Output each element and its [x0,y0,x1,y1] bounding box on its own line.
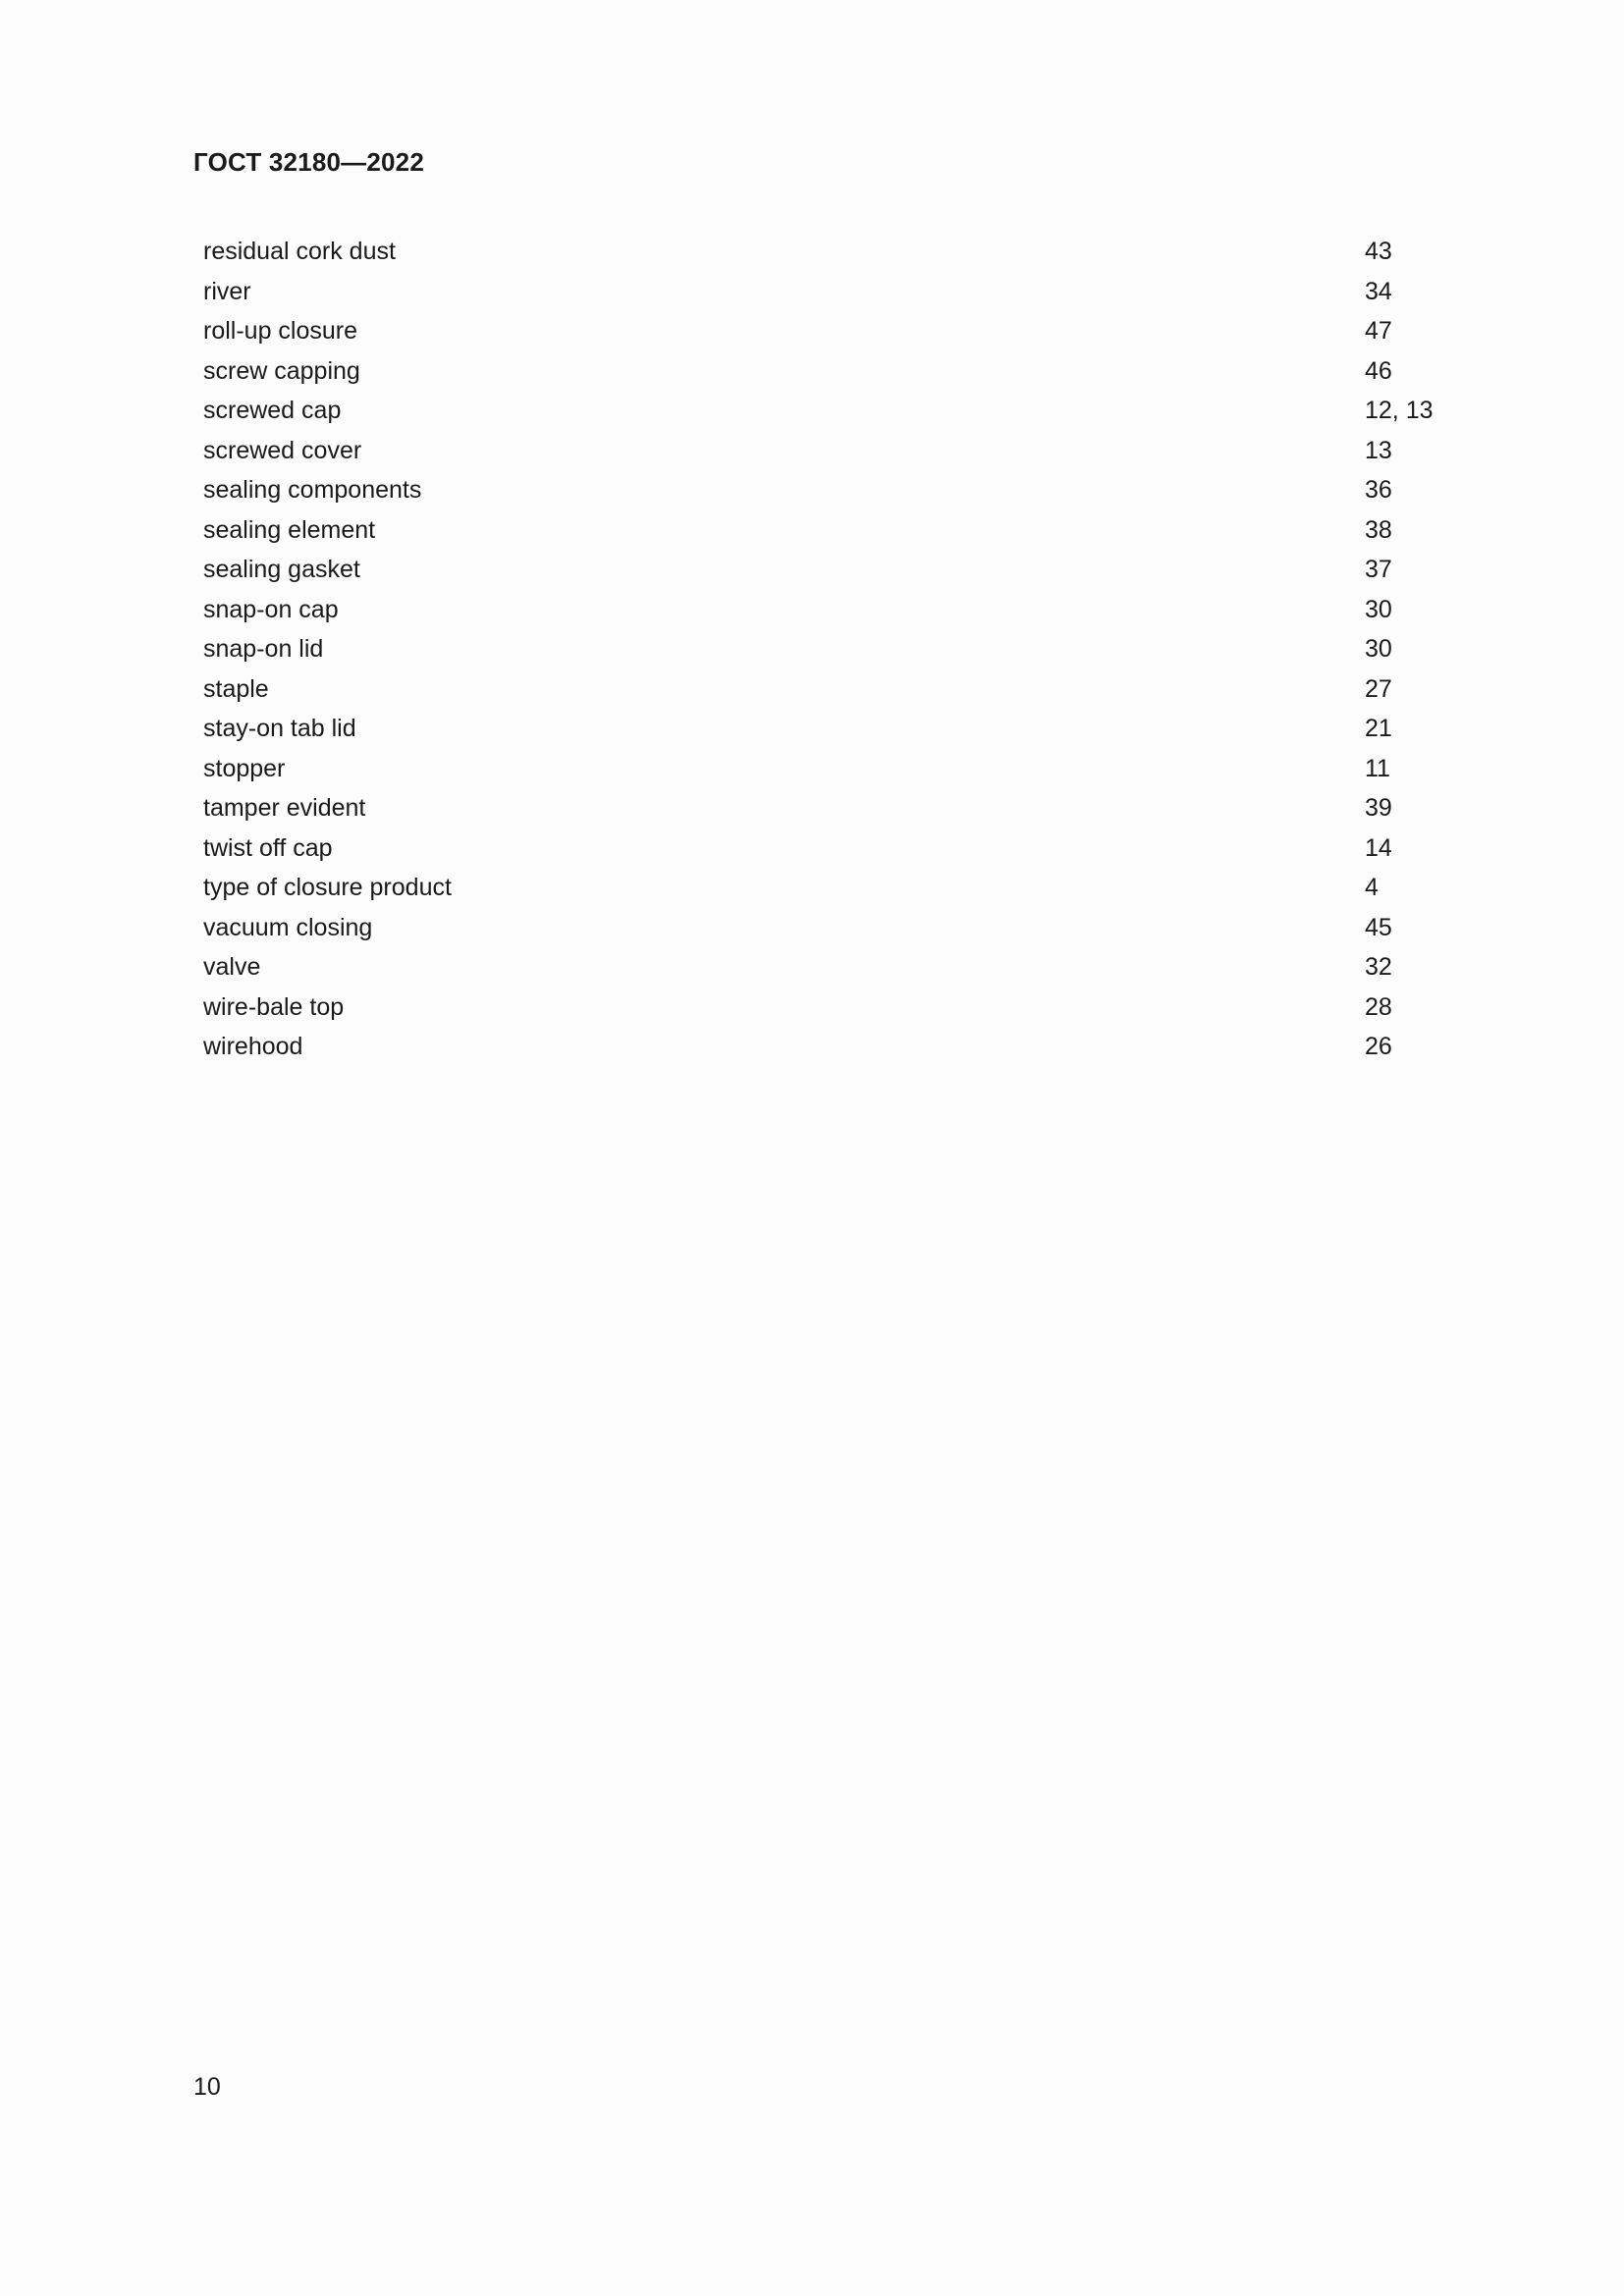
index-term: snap-on lid [203,635,324,663]
index-reference: 34 [1365,277,1392,305]
index-reference: 28 [1365,992,1392,1021]
index-reference: 45 [1365,913,1392,941]
index-term: vacuum closing [203,913,373,941]
index-entry [203,631,1480,671]
index-term: screwed cap [203,397,342,424]
index-entry [203,592,1480,632]
index-term: sealing components [203,476,422,504]
index-entry [203,870,1480,910]
index-entry [203,751,1480,791]
index-entry [203,353,1480,394]
index-term: sealing element [203,515,376,544]
index-reference: 13 [1365,436,1392,464]
index-reference: 11 [1365,754,1390,782]
index-entry [203,274,1480,314]
index-reference: 30 [1365,635,1392,663]
index-reference: 30 [1365,595,1392,623]
index-entry [203,949,1480,989]
index-entry [203,433,1480,473]
index-reference: 39 [1365,794,1392,822]
index-term: type of closure product [203,874,452,901]
index-term: stopper [203,754,286,782]
index-term: screw capping [203,356,360,385]
index-entry [203,234,1480,274]
index-entry [203,1029,1480,1069]
index-entry [203,552,1480,592]
page-number: 10 [193,2073,221,2101]
index-reference: 4 [1365,874,1379,901]
index-entry [203,671,1480,712]
index-reference: 21 [1365,715,1392,742]
term-index-list [203,234,1480,1069]
index-term: valve [203,953,261,981]
index-entry [203,512,1480,553]
index-entry [203,790,1480,830]
index-reference: 27 [1365,674,1392,703]
index-reference: 32 [1365,953,1392,981]
index-term: staple [203,674,269,703]
index-term: screwed cover [203,436,362,464]
index-entry [203,830,1480,871]
index-term: tamper evident [203,794,366,822]
index-term: twist off cap [203,833,333,862]
index-entry [203,472,1480,512]
document-code: ГОСТ 32180—2022 [193,147,424,177]
index-term: roll-up closure [203,317,358,345]
index-reference: 38 [1365,515,1392,544]
index-reference: 36 [1365,476,1392,504]
index-entry [203,989,1480,1030]
index-entry [203,711,1480,751]
index-term: stay-on tab lid [203,715,356,742]
index-term: river [203,277,251,305]
index-reference: 43 [1365,238,1392,265]
index-entry [203,313,1480,353]
index-reference: 14 [1365,833,1392,862]
index-reference: 12, 13 [1365,397,1434,424]
index-reference: 46 [1365,356,1392,385]
index-term: wirehood [203,1033,303,1060]
index-term: sealing gasket [203,556,360,583]
index-term: residual cork dust [203,238,396,265]
index-entry [203,393,1480,433]
index-entry [203,910,1480,950]
index-reference: 37 [1365,556,1392,583]
index-term: wire-bale top [203,992,345,1021]
index-term: snap-on cap [203,595,339,623]
index-reference: 47 [1365,317,1392,345]
index-reference: 26 [1365,1033,1392,1060]
